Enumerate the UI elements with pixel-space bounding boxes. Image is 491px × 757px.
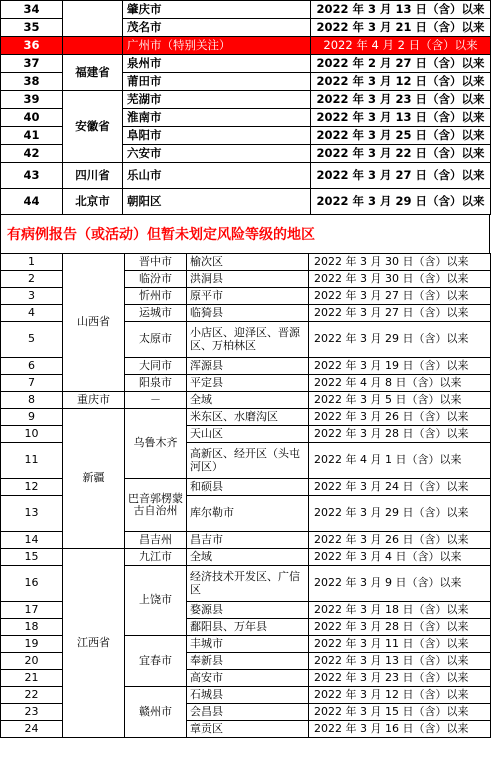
row-number: 39 <box>1 91 63 109</box>
province-cell: 山西省 <box>63 254 125 392</box>
district-cell: 婺源县 <box>187 602 309 619</box>
city-cell: 太原市 <box>125 322 187 358</box>
date-cell: 2022 年 3 月 29 日（含）以来 <box>311 189 491 215</box>
table-row <box>1 163 491 189</box>
date-cell: 2022 年 3 月 22 日（含）以来 <box>311 145 491 163</box>
row-number: 8 <box>1 392 63 409</box>
row-number: 36 <box>1 37 63 55</box>
row-number: 38 <box>1 73 63 91</box>
city-cell: 淮南市 <box>123 109 311 127</box>
city-cell: 莆田市 <box>123 73 311 91</box>
city-cell: 临汾市 <box>125 271 187 288</box>
table-row <box>1 189 491 215</box>
date-cell: 2022 年 3 月 9 日（含）以来 <box>309 566 491 602</box>
date-cell: 2022 年 3 月 26 日（含）以来 <box>309 409 491 426</box>
row-number: 41 <box>1 127 63 145</box>
province-cell: 江西省 <box>63 549 125 738</box>
row-number: 11 <box>1 443 63 479</box>
province-cell: 北京市 <box>63 189 123 215</box>
district-cell: 鄱阳县、万年县 <box>187 619 309 636</box>
date-cell: 2022 年 3 月 23 日（含）以来 <box>309 670 491 687</box>
row-number: 44 <box>1 189 63 215</box>
table-row <box>1 392 491 409</box>
row-number: 34 <box>1 1 63 19</box>
row-number: 43 <box>1 163 63 189</box>
district-cell: 高安市 <box>187 670 309 687</box>
city-cell: 忻州市 <box>125 288 187 305</box>
row-number: 19 <box>1 636 63 653</box>
row-number: 40 <box>1 109 63 127</box>
city-cell: 九江市 <box>125 549 187 566</box>
date-cell: 2022 年 3 月 29 日（含）以来 <box>309 496 491 532</box>
table-row <box>1 55 491 73</box>
district-cell: 浑源县 <box>187 358 309 375</box>
city-cell: 昌吉州 <box>125 532 187 549</box>
city-cell: 宜春市 <box>125 636 187 687</box>
table-row-highlighted <box>1 37 491 55</box>
table-row <box>1 91 491 109</box>
row-number: 4 <box>1 305 63 322</box>
row-number: 24 <box>1 721 63 738</box>
date-cell: 2022 年 3 月 28 日（含）以来 <box>309 426 491 443</box>
city-cell: － <box>125 392 187 409</box>
row-number: 15 <box>1 549 63 566</box>
province-cell: 安徽省 <box>63 91 123 163</box>
row-number: 3 <box>1 288 63 305</box>
district-cell: 平定县 <box>187 375 309 392</box>
row-number: 13 <box>1 496 63 532</box>
district-cell: 全域 <box>187 549 309 566</box>
risk-area-table-bottom <box>0 253 491 738</box>
district-cell: 高新区、经开区（头屯河区） <box>187 443 309 479</box>
date-cell: 2022 年 3 月 27 日（含）以来 <box>309 288 491 305</box>
risk-area-table-top <box>0 0 491 215</box>
date-cell: 2022 年 3 月 19 日（含）以来 <box>309 358 491 375</box>
district-cell: 昌吉市 <box>187 532 309 549</box>
city-cell: 朝阳区 <box>123 189 311 215</box>
district-cell: 奉新县 <box>187 653 309 670</box>
city-cell: 乌鲁木齐 <box>125 409 187 479</box>
date-cell: 2022 年 4 月 8 日（含）以来 <box>309 375 491 392</box>
date-cell: 2022 年 3 月 26 日（含）以来 <box>309 532 491 549</box>
section-heading-row <box>0 215 490 253</box>
district-cell: 原平市 <box>187 288 309 305</box>
district-cell: 小店区、迎泽区、晋源区、万柏林区 <box>187 322 309 358</box>
row-number: 35 <box>1 19 63 37</box>
city-cell: 泉州市 <box>123 55 311 73</box>
date-cell: 2022 年 3 月 30 日（含）以来 <box>309 254 491 271</box>
city-cell: 阜阳市 <box>123 127 311 145</box>
date-cell: 2022 年 4 月 1 日（含）以来 <box>309 443 491 479</box>
city-cell: 肇庆市 <box>123 1 311 19</box>
district-cell: 库尔勒市 <box>187 496 309 532</box>
row-number: 7 <box>1 375 63 392</box>
district-cell: 天山区 <box>187 426 309 443</box>
city-cell: 大同市 <box>125 358 187 375</box>
district-cell: 丰城市 <box>187 636 309 653</box>
district-cell: 石城县 <box>187 687 309 704</box>
province-cell: 重庆市 <box>63 392 125 409</box>
row-number: 5 <box>1 322 63 358</box>
date-cell: 2022 年 3 月 18 日（含）以来 <box>309 602 491 619</box>
province-cell: 四川省 <box>63 163 123 189</box>
province-cell: 新疆 <box>63 409 125 549</box>
district-cell: 会昌县 <box>187 704 309 721</box>
city-cell: 上饶市 <box>125 566 187 636</box>
section-heading: 有病例报告（或活动）但暂未划定风险等级的地区 <box>7 227 315 243</box>
city-cell: 晋中市 <box>125 254 187 271</box>
date-cell: 2022 年 3 月 30 日（含）以来 <box>309 271 491 288</box>
date-cell: 2022 年 3 月 13 日（含）以来 <box>311 1 491 19</box>
city-cell: 运城市 <box>125 305 187 322</box>
date-cell: 2022 年 3 月 16 日（含）以来 <box>309 721 491 738</box>
row-number: 6 <box>1 358 63 375</box>
table-row <box>1 549 491 566</box>
row-number: 1 <box>1 254 63 271</box>
city-cell: 广州市（特别关注） <box>123 37 311 55</box>
province-cell <box>63 37 123 55</box>
row-number: 22 <box>1 687 63 704</box>
city-cell: 阳泉市 <box>125 375 187 392</box>
row-number: 20 <box>1 653 63 670</box>
date-cell: 2022 年 3 月 23 日（含）以来 <box>311 91 491 109</box>
row-number: 10 <box>1 426 63 443</box>
city-cell: 六安市 <box>123 145 311 163</box>
row-number: 23 <box>1 704 63 721</box>
date-cell: 2022 年 3 月 29 日（含）以来 <box>309 322 491 358</box>
date-cell: 2022 年 2 月 27 日（含）以来 <box>311 55 491 73</box>
province-cell <box>63 1 123 37</box>
row-number: 16 <box>1 566 63 602</box>
date-cell: 2022 年 3 月 13 日（含）以来 <box>309 653 491 670</box>
district-cell: 临猗县 <box>187 305 309 322</box>
date-cell: 2022 年 3 月 13 日（含）以来 <box>311 109 491 127</box>
city-cell: 巴音郭楞蒙古自治州 <box>125 479 187 532</box>
date-cell: 2022 年 3 月 25 日（含）以来 <box>311 127 491 145</box>
province-cell: 福建省 <box>63 55 123 91</box>
row-number: 12 <box>1 479 63 496</box>
row-number: 18 <box>1 619 63 636</box>
district-cell: 榆次区 <box>187 254 309 271</box>
city-cell: 茂名市 <box>123 19 311 37</box>
district-cell: 经济技术开发区、广信区 <box>187 566 309 602</box>
table-row <box>1 1 491 19</box>
date-cell: 2022 年 3 月 4 日（含）以来 <box>309 549 491 566</box>
table-row <box>1 254 491 271</box>
district-cell: 章贡区 <box>187 721 309 738</box>
city-cell: 乐山市 <box>123 163 311 189</box>
date-cell: 2022 年 3 月 27 日（含）以来 <box>311 163 491 189</box>
row-number: 14 <box>1 532 63 549</box>
city-cell: 赣州市 <box>125 687 187 738</box>
date-cell: 2022 年 4 月 2 日（含）以来 <box>311 37 491 55</box>
date-cell: 2022 年 3 月 12 日（含）以来 <box>311 73 491 91</box>
district-cell: 洪洞县 <box>187 271 309 288</box>
row-number: 21 <box>1 670 63 687</box>
date-cell: 2022 年 3 月 24 日（含）以来 <box>309 479 491 496</box>
row-number: 37 <box>1 55 63 73</box>
city-cell: 芜湖市 <box>123 91 311 109</box>
row-number: 17 <box>1 602 63 619</box>
district-cell: 米东区、水磨沟区 <box>187 409 309 426</box>
district-cell: 全域 <box>187 392 309 409</box>
table-row <box>1 409 491 426</box>
date-cell: 2022 年 3 月 27 日（含）以来 <box>309 305 491 322</box>
date-cell: 2022 年 3 月 21 日（含）以来 <box>311 19 491 37</box>
date-cell: 2022 年 3 月 11 日（含）以来 <box>309 636 491 653</box>
date-cell: 2022 年 3 月 28 日（含）以来 <box>309 619 491 636</box>
date-cell: 2022 年 3 月 5 日（含）以来 <box>309 392 491 409</box>
row-number: 9 <box>1 409 63 426</box>
row-number: 42 <box>1 145 63 163</box>
date-cell: 2022 年 3 月 12 日（含）以来 <box>309 687 491 704</box>
district-cell: 和硕县 <box>187 479 309 496</box>
row-number: 2 <box>1 271 63 288</box>
date-cell: 2022 年 3 月 15 日（含）以来 <box>309 704 491 721</box>
